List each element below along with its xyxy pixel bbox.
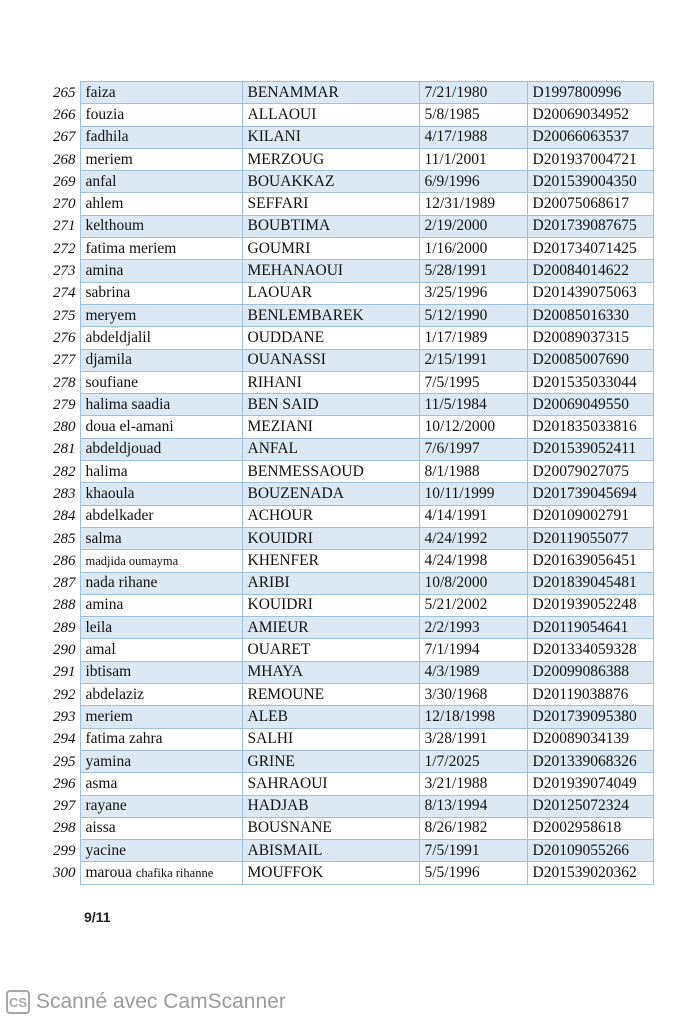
last-name-cell: KOUIDRI bbox=[242, 594, 419, 616]
table-row bbox=[46, 82, 653, 104]
first-name-text: djamila bbox=[85, 351, 132, 369]
row-number-cell: 299 bbox=[46, 840, 80, 862]
first-name-cell bbox=[80, 282, 242, 304]
birth-date-cell: 7/1/1994 bbox=[419, 639, 527, 661]
table-row bbox=[46, 371, 653, 393]
first-name-cell bbox=[80, 215, 242, 237]
last-name-cell: BOUZENADA bbox=[242, 483, 419, 505]
first-name-cell bbox=[80, 483, 242, 505]
watermark-text: Scanné avec CamScanner bbox=[36, 990, 286, 1013]
first-name-text: salma bbox=[85, 529, 122, 547]
birth-date-cell: 2/15/1991 bbox=[419, 349, 527, 371]
birth-date-cell: 4/3/1989 bbox=[419, 661, 527, 683]
first-name-cell bbox=[80, 171, 242, 193]
first-name-cell bbox=[80, 617, 242, 639]
first-name-text: yamina bbox=[85, 752, 132, 770]
table-row bbox=[46, 304, 653, 326]
last-name-cell: GRINE bbox=[242, 750, 419, 772]
first-name-text: aissa bbox=[85, 819, 116, 837]
table-row bbox=[46, 282, 653, 304]
row-number-cell: 268 bbox=[46, 148, 80, 170]
row-number-cell: 290 bbox=[46, 639, 80, 661]
first-name-cell bbox=[80, 817, 242, 839]
first-name-cell bbox=[80, 193, 242, 215]
id-number-cell: D201535033044 bbox=[527, 371, 653, 393]
id-number-cell: D20075068617 bbox=[527, 193, 653, 215]
birth-date-cell: 11/5/1984 bbox=[419, 394, 527, 416]
last-name-cell: MEHANAOUI bbox=[242, 260, 419, 282]
first-name-cell bbox=[80, 371, 242, 393]
table-row bbox=[46, 126, 653, 148]
first-name-cell bbox=[80, 773, 242, 795]
birth-date-cell: 12/18/1998 bbox=[419, 706, 527, 728]
last-name-cell: AMIEUR bbox=[242, 617, 419, 639]
table-row bbox=[46, 527, 653, 549]
first-name-cell bbox=[80, 706, 242, 728]
first-name-cell bbox=[80, 527, 242, 549]
last-name-cell: LAOUAR bbox=[242, 282, 419, 304]
id-number-cell: D201539004350 bbox=[527, 171, 653, 193]
table-row bbox=[46, 394, 653, 416]
page-number: 9/11 bbox=[84, 909, 111, 925]
first-name-text: abdelaziz bbox=[85, 685, 145, 703]
table-row bbox=[46, 238, 653, 260]
row-number-cell: 295 bbox=[46, 750, 80, 772]
table-row bbox=[46, 148, 653, 170]
first-name-text: fadhila bbox=[85, 128, 129, 146]
first-name-text: doua el-amani bbox=[85, 418, 174, 436]
birth-date-cell: 1/7/2025 bbox=[419, 750, 527, 772]
birth-date-cell: 3/28/1991 bbox=[419, 728, 527, 750]
table-row bbox=[46, 483, 653, 505]
first-name-cell bbox=[80, 126, 242, 148]
first-name-cell bbox=[80, 684, 242, 706]
row-number-cell: 280 bbox=[46, 416, 80, 438]
last-name-cell: MERZOUG bbox=[242, 148, 419, 170]
birth-date-cell: 11/1/2001 bbox=[419, 148, 527, 170]
first-name-text: faiza bbox=[85, 83, 116, 101]
table-row bbox=[46, 260, 653, 282]
first-name-cell bbox=[80, 728, 242, 750]
row-number-cell: 292 bbox=[46, 684, 80, 706]
last-name-cell: OUDDANE bbox=[242, 327, 419, 349]
first-name-text: maroua bbox=[85, 864, 132, 882]
first-name-cell bbox=[80, 505, 242, 527]
row-number-cell: 266 bbox=[46, 104, 80, 126]
birth-date-cell: 1/16/2000 bbox=[419, 238, 527, 260]
last-name-cell: ALEB bbox=[242, 706, 419, 728]
table-row bbox=[46, 639, 653, 661]
table-row bbox=[46, 461, 653, 483]
table-row bbox=[46, 684, 653, 706]
first-name-text: rayane bbox=[85, 797, 127, 815]
roster-body bbox=[46, 82, 653, 885]
row-number-cell: 285 bbox=[46, 527, 80, 549]
id-number-cell: D20109002791 bbox=[527, 505, 653, 527]
first-name-cell bbox=[80, 148, 242, 170]
id-number-cell: D1997800996 bbox=[527, 82, 653, 104]
id-number-cell: D20069034952 bbox=[527, 104, 653, 126]
id-number-cell: D20084014622 bbox=[527, 260, 653, 282]
camscanner-watermark bbox=[6, 988, 286, 1016]
row-number-cell: 288 bbox=[46, 594, 80, 616]
id-number-cell: D201334059328 bbox=[527, 639, 653, 661]
row-number-cell: 286 bbox=[46, 550, 80, 572]
last-name-cell: BOUSNANE bbox=[242, 817, 419, 839]
table-row bbox=[46, 594, 653, 616]
first-name-cell bbox=[80, 349, 242, 371]
id-number-cell: D20119054641 bbox=[527, 617, 653, 639]
table-row bbox=[46, 840, 653, 862]
last-name-cell: KHENFER bbox=[242, 550, 419, 572]
last-name-cell: MEZIANI bbox=[242, 416, 419, 438]
id-number-cell: D20125072324 bbox=[527, 795, 653, 817]
first-name-cell bbox=[80, 327, 242, 349]
first-name-text: meriem bbox=[85, 707, 133, 725]
birth-date-cell: 4/24/1992 bbox=[419, 527, 527, 549]
birth-date-cell: 3/30/1968 bbox=[419, 684, 527, 706]
row-number-cell: 275 bbox=[46, 304, 80, 326]
table-row bbox=[46, 327, 653, 349]
id-number-cell: D20089037315 bbox=[527, 327, 653, 349]
first-name-cell bbox=[80, 394, 242, 416]
first-name-text: sabrina bbox=[85, 284, 131, 302]
birth-date-cell: 3/21/1988 bbox=[419, 773, 527, 795]
birth-date-cell: 5/21/2002 bbox=[419, 594, 527, 616]
birth-date-cell: 10/8/2000 bbox=[419, 572, 527, 594]
birth-date-cell: 7/5/1991 bbox=[419, 840, 527, 862]
first-name-cell bbox=[80, 461, 242, 483]
id-number-cell: D20069049550 bbox=[527, 394, 653, 416]
first-name-text: leila bbox=[85, 618, 113, 636]
id-number-cell: D201539020362 bbox=[527, 862, 653, 884]
table-row bbox=[46, 661, 653, 683]
last-name-cell: KOUIDRI bbox=[242, 527, 419, 549]
first-name-text: anfal bbox=[85, 172, 117, 190]
last-name-cell: BENMESSAOUD bbox=[242, 461, 419, 483]
table-row bbox=[46, 773, 653, 795]
id-number-cell: D20066063537 bbox=[527, 126, 653, 148]
id-number-cell: D201937004721 bbox=[527, 148, 653, 170]
row-number-cell: 274 bbox=[46, 282, 80, 304]
birth-date-cell: 5/8/1985 bbox=[419, 104, 527, 126]
id-number-cell: D201739087675 bbox=[527, 215, 653, 237]
last-name-cell: ALLAOUI bbox=[242, 104, 419, 126]
first-name-cell bbox=[80, 594, 242, 616]
first-name-cell bbox=[80, 260, 242, 282]
id-number-cell: D20089034139 bbox=[527, 728, 653, 750]
first-name-text: halima saadia bbox=[85, 395, 171, 413]
first-name-text: fatima meriem bbox=[85, 239, 177, 257]
id-number-cell: D20119038876 bbox=[527, 684, 653, 706]
first-name-cell bbox=[80, 438, 242, 460]
table-row bbox=[46, 862, 653, 884]
last-name-cell: OUARET bbox=[242, 639, 419, 661]
row-number-cell: 291 bbox=[46, 661, 80, 683]
id-number-cell: D201939052248 bbox=[527, 594, 653, 616]
first-name-cell bbox=[80, 639, 242, 661]
row-number-cell: 273 bbox=[46, 260, 80, 282]
table-row bbox=[46, 728, 653, 750]
first-name-text: abdeldjouad bbox=[85, 440, 162, 458]
first-name-cell bbox=[80, 82, 242, 104]
id-number-cell: D20119055077 bbox=[527, 527, 653, 549]
roster-table bbox=[46, 81, 654, 885]
row-number-cell: 289 bbox=[46, 617, 80, 639]
id-number-cell: D201439075063 bbox=[527, 282, 653, 304]
last-name-cell: HADJAB bbox=[242, 795, 419, 817]
last-name-cell: ABISMAIL bbox=[242, 840, 419, 862]
birth-date-cell: 6/9/1996 bbox=[419, 171, 527, 193]
birth-date-cell: 4/24/1998 bbox=[419, 550, 527, 572]
id-number-cell: D201739045694 bbox=[527, 483, 653, 505]
last-name-cell: GOUMRI bbox=[242, 238, 419, 260]
row-number-cell: 278 bbox=[46, 371, 80, 393]
birth-date-cell: 5/5/1996 bbox=[419, 862, 527, 884]
first-name-cell bbox=[80, 550, 242, 572]
table-row bbox=[46, 817, 653, 839]
row-number-cell: 270 bbox=[46, 193, 80, 215]
id-number-cell: D2002958618 bbox=[527, 817, 653, 839]
id-number-cell: D20099086388 bbox=[527, 661, 653, 683]
first-name-cell bbox=[80, 750, 242, 772]
id-number-cell: D20085007690 bbox=[527, 349, 653, 371]
table-row bbox=[46, 416, 653, 438]
birth-date-cell: 12/31/1989 bbox=[419, 193, 527, 215]
first-name-cell bbox=[80, 862, 242, 884]
last-name-cell: ARIBI bbox=[242, 572, 419, 594]
last-name-cell: SAHRAOUI bbox=[242, 773, 419, 795]
table-row bbox=[46, 706, 653, 728]
first-name-text: yacine bbox=[85, 841, 126, 859]
birth-date-cell: 10/11/1999 bbox=[419, 483, 527, 505]
row-number-cell: 269 bbox=[46, 171, 80, 193]
table-row bbox=[46, 550, 653, 572]
row-number-cell: 277 bbox=[46, 349, 80, 371]
first-name-text: amal bbox=[85, 641, 116, 659]
first-name-text: abdeldjalil bbox=[85, 328, 151, 346]
last-name-cell: BOUAKKAZ bbox=[242, 171, 419, 193]
first-name-text: meryem bbox=[85, 306, 137, 324]
row-number-cell: 283 bbox=[46, 483, 80, 505]
last-name-cell: SEFFARI bbox=[242, 193, 419, 215]
first-name-text: khaoula bbox=[85, 484, 135, 502]
camscanner-logo-icon: CS bbox=[6, 990, 30, 1014]
last-name-cell: REMOUNE bbox=[242, 684, 419, 706]
birth-date-cell: 4/14/1991 bbox=[419, 505, 527, 527]
table-row bbox=[46, 104, 653, 126]
last-name-cell: SALHI bbox=[242, 728, 419, 750]
first-name-text: fatima zahra bbox=[85, 730, 163, 748]
first-name-text: soufiane bbox=[85, 373, 139, 391]
id-number-cell: D20109055266 bbox=[527, 840, 653, 862]
first-name-cell bbox=[80, 572, 242, 594]
birth-date-cell: 3/25/1996 bbox=[419, 282, 527, 304]
first-name-text: asma bbox=[85, 774, 118, 792]
first-name-text: ahlem bbox=[85, 195, 124, 213]
first-name-text: madjida oumayma bbox=[85, 553, 179, 568]
table-row bbox=[46, 438, 653, 460]
birth-date-cell: 7/21/1980 bbox=[419, 82, 527, 104]
birth-date-cell: 2/19/2000 bbox=[419, 215, 527, 237]
row-number-cell: 267 bbox=[46, 126, 80, 148]
birth-date-cell: 8/1/1988 bbox=[419, 461, 527, 483]
birth-date-cell: 7/6/1997 bbox=[419, 438, 527, 460]
id-number-cell: D201339068326 bbox=[527, 750, 653, 772]
table-row bbox=[46, 750, 653, 772]
last-name-cell: OUANASSI bbox=[242, 349, 419, 371]
id-number-cell: D201739095380 bbox=[527, 706, 653, 728]
birth-date-cell: 4/17/1988 bbox=[419, 126, 527, 148]
row-number-cell: 281 bbox=[46, 438, 80, 460]
id-number-cell: D201839045481 bbox=[527, 572, 653, 594]
birth-date-cell: 5/12/1990 bbox=[419, 304, 527, 326]
first-name-text: meriem bbox=[85, 150, 133, 168]
first-name-text: kelthoum bbox=[85, 217, 145, 235]
id-number-cell: D201539052411 bbox=[527, 438, 653, 460]
row-number-cell: 279 bbox=[46, 394, 80, 416]
first-name-text: nada rihane bbox=[85, 574, 158, 592]
last-name-cell: BENAMMAR bbox=[242, 82, 419, 104]
table-row bbox=[46, 505, 653, 527]
row-number-cell: 276 bbox=[46, 327, 80, 349]
table-row bbox=[46, 193, 653, 215]
first-name-extra-text: chafika rihanne bbox=[135, 866, 214, 881]
first-name-text: amina bbox=[85, 262, 124, 280]
last-name-cell: MOUFFOK bbox=[242, 862, 419, 884]
table-row bbox=[46, 572, 653, 594]
first-name-cell bbox=[80, 238, 242, 260]
first-name-text: halima bbox=[85, 462, 128, 480]
first-name-cell bbox=[80, 661, 242, 683]
first-name-cell bbox=[80, 840, 242, 862]
table-row bbox=[46, 617, 653, 639]
table-row bbox=[46, 171, 653, 193]
birth-date-cell: 5/28/1991 bbox=[419, 260, 527, 282]
last-name-cell: BOUBTIMA bbox=[242, 215, 419, 237]
first-name-cell bbox=[80, 304, 242, 326]
row-number-cell: 282 bbox=[46, 461, 80, 483]
last-name-cell: ACHOUR bbox=[242, 505, 419, 527]
last-name-cell: RIHANI bbox=[242, 371, 419, 393]
row-number-cell: 271 bbox=[46, 215, 80, 237]
table-row bbox=[46, 215, 653, 237]
birth-date-cell: 8/26/1982 bbox=[419, 817, 527, 839]
last-name-cell: BEN SAID bbox=[242, 394, 419, 416]
first-name-cell bbox=[80, 416, 242, 438]
row-number-cell: 296 bbox=[46, 773, 80, 795]
last-name-cell: ANFAL bbox=[242, 438, 419, 460]
row-number-cell: 300 bbox=[46, 862, 80, 884]
last-name-cell: BENLEMBAREK bbox=[242, 304, 419, 326]
table-row bbox=[46, 795, 653, 817]
birth-date-cell: 1/17/1989 bbox=[419, 327, 527, 349]
id-number-cell: D201835033816 bbox=[527, 416, 653, 438]
birth-date-cell: 2/2/1993 bbox=[419, 617, 527, 639]
row-number-cell: 298 bbox=[46, 817, 80, 839]
id-number-cell: D201639056451 bbox=[527, 550, 653, 572]
row-number-cell: 272 bbox=[46, 238, 80, 260]
birth-date-cell: 8/13/1994 bbox=[419, 795, 527, 817]
birth-date-cell: 10/12/2000 bbox=[419, 416, 527, 438]
id-number-cell: D201939074049 bbox=[527, 773, 653, 795]
table-row bbox=[46, 349, 653, 371]
row-number-cell: 294 bbox=[46, 728, 80, 750]
row-number-cell: 265 bbox=[46, 82, 80, 104]
first-name-text: fouzia bbox=[85, 105, 125, 123]
first-name-text: ibtisam bbox=[85, 663, 132, 681]
id-number-cell: D20085016330 bbox=[527, 304, 653, 326]
first-name-text: abdelkader bbox=[85, 507, 154, 525]
row-number-cell: 297 bbox=[46, 795, 80, 817]
first-name-cell bbox=[80, 104, 242, 126]
last-name-cell: MHAYA bbox=[242, 661, 419, 683]
first-name-text: amina bbox=[85, 596, 124, 614]
first-name-cell bbox=[80, 795, 242, 817]
last-name-cell: KILANI bbox=[242, 126, 419, 148]
row-number-cell: 284 bbox=[46, 505, 80, 527]
row-number-cell: 287 bbox=[46, 572, 80, 594]
id-number-cell: D201734071425 bbox=[527, 238, 653, 260]
row-number-cell: 293 bbox=[46, 706, 80, 728]
birth-date-cell: 7/5/1995 bbox=[419, 371, 527, 393]
id-number-cell: D20079027075 bbox=[527, 461, 653, 483]
